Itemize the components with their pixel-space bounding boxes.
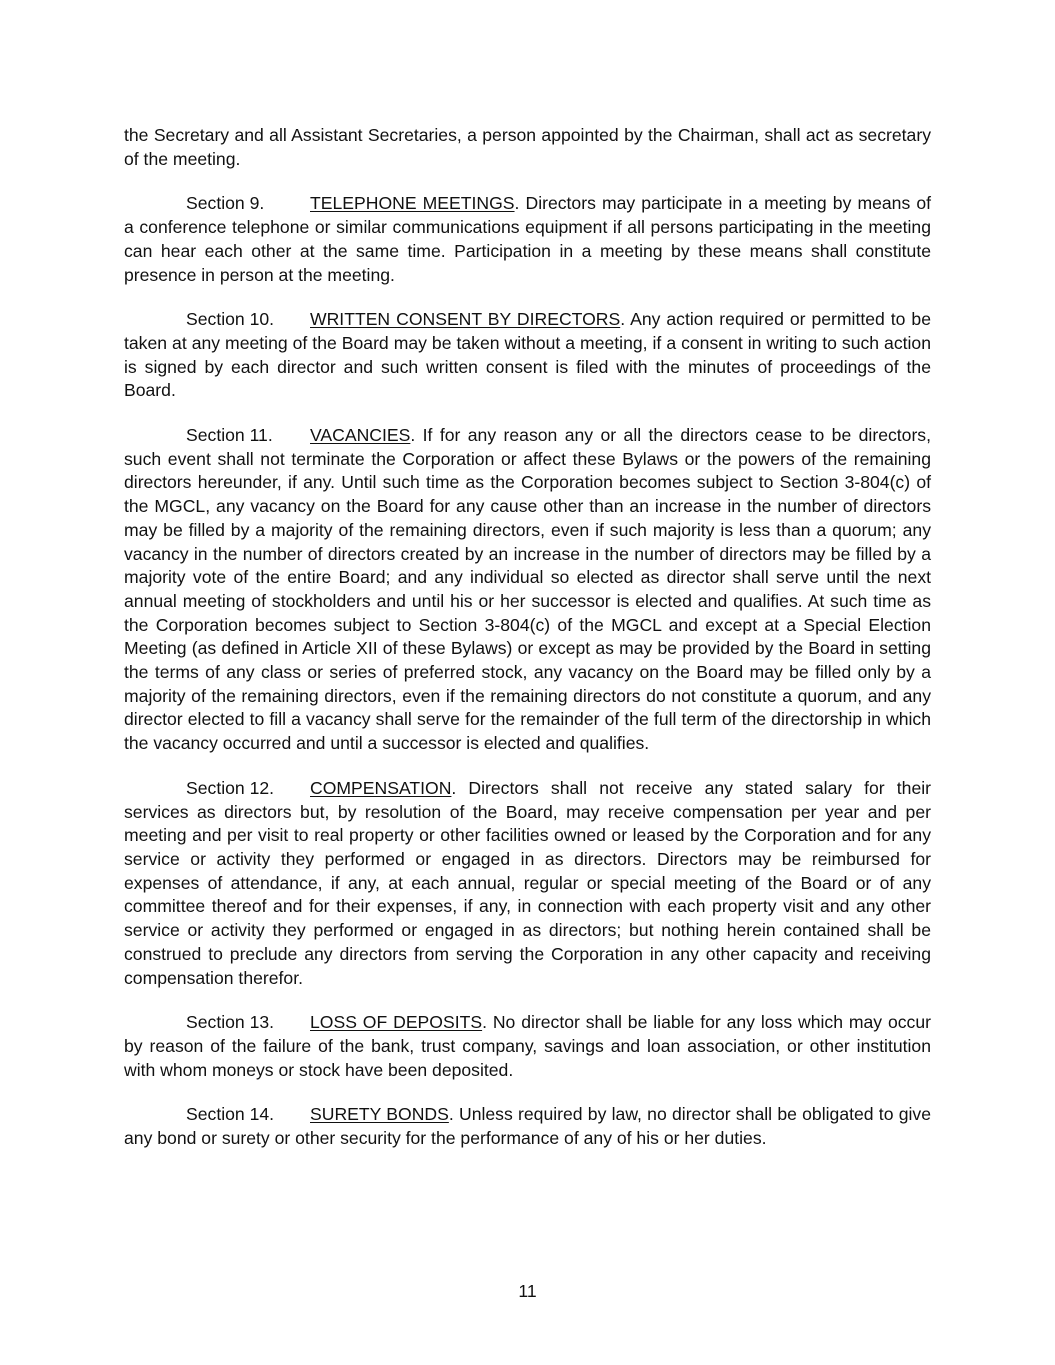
page-number: 11 [518, 1281, 537, 1301]
section-9 [124, 192, 931, 287]
section-number: Section 10. [186, 309, 275, 330]
section-number: Section 12. [186, 777, 275, 798]
section-text: . No director shall be liable for any loss which may occur by reason of the failure of the bank, trust company, savings and loan association, or other institution with whom moneys or stock have been deposited. [124, 1012, 931, 1080]
section-title: LOSS OF DEPOSITS [310, 1012, 483, 1033]
document-page [124, 124, 931, 1172]
section-number: Section 14. [186, 1104, 275, 1125]
continuation-paragraph: the Secretary and all Assistant Secretaries, a person appointed by the Chairman, shall act as secretary of the meeting. [124, 125, 931, 169]
section-10 [124, 308, 931, 403]
section-text: . Unless required by law, no director shall be obligated to give any bond or surety or other security for the performance of any of his or her duties. [124, 1104, 931, 1149]
section-text: . Any action required or permitted to be taken at any meeting of the Board may be taken without a meeting, if a consent in writing to such action is signed by each director and such written consent is filed with the minutes of proceedings of the Board. [124, 309, 931, 401]
section-12 [124, 777, 931, 990]
section-13 [124, 1011, 931, 1082]
section-14 [124, 1103, 931, 1150]
section-text: . If for any reason any or all the directors cease to be directors, such event shall not terminate the Corporation or affect these Bylaws or the powers of the remaining directors hereunder, if any. Until such time as the Corporation becomes subject to Section 3-804(c) of the MGCL, any vacancy on the Board for any cause other than an increase in the number of directors may be filled by a majority of the remaining directors, even if such majority is less than a quorum; any vacancy in the number of directors created by an increase in the number of directors may be filled by a majority vote of the entire Board; and any individual so elected as director shall serve until the next annual meeting of stockholders and until his or her successor is elected and qualifies. At such time as the Corporation becomes subject to Section 3-804(c) of the MGCL and except at a Special Election Meeting (as defined in Article XII of these Bylaws) or except as may be provided by the Board in setting the terms of any class or series of preferred stock, any vacancy on the Board may be filled only by a majority of the remaining directors, even if the remaining directors do not constitute a quorum, and any director elected to fill a vacancy shall serve for the remainder of the full term of the directorship in which the vacancy occurred and until a successor is elected and qualifies. [124, 425, 931, 754]
section-text: . Directors shall not receive any stated salary for their services as directors but, by resolution of the Board, may receive compensation per year and per meeting and per visit to real property or other facilities owned or leased by the Corporation and for any service or activity they performed or engaged in as directors. Directors may be reimbursed for expenses of attendance, if any, at each annual, regular or special meeting of the Board or of any committee thereof and for their expenses, if any, in connection with each property visit and any other service or activity they performed or engaged in as directors; but nothing herein contained shall be construed to preclude any directors from serving the Corporation in any other capacity and receiving compensation therefor. [124, 777, 931, 988]
section-title: WRITTEN CONSENT BY DIRECTORS [310, 309, 621, 330]
section-number: Section 11. [186, 425, 273, 446]
section-number: Section 13. [186, 1012, 275, 1033]
section-text: . Directors may participate in a meeting by means of a conference telephone or similar communications equipment if all persons participating in the meeting can hear each other at the same time. Participation in a meeting by these means shall constitute presence in person at the meeting. [124, 193, 931, 285]
section-number: Section 9. [186, 193, 265, 214]
section-11 [124, 424, 931, 756]
section-title: TELEPHONE MEETINGS [310, 193, 515, 214]
section-title: SURETY BONDS [310, 1104, 449, 1125]
section-title: VACANCIES [310, 425, 411, 446]
section-title: COMPENSATION [310, 777, 452, 798]
